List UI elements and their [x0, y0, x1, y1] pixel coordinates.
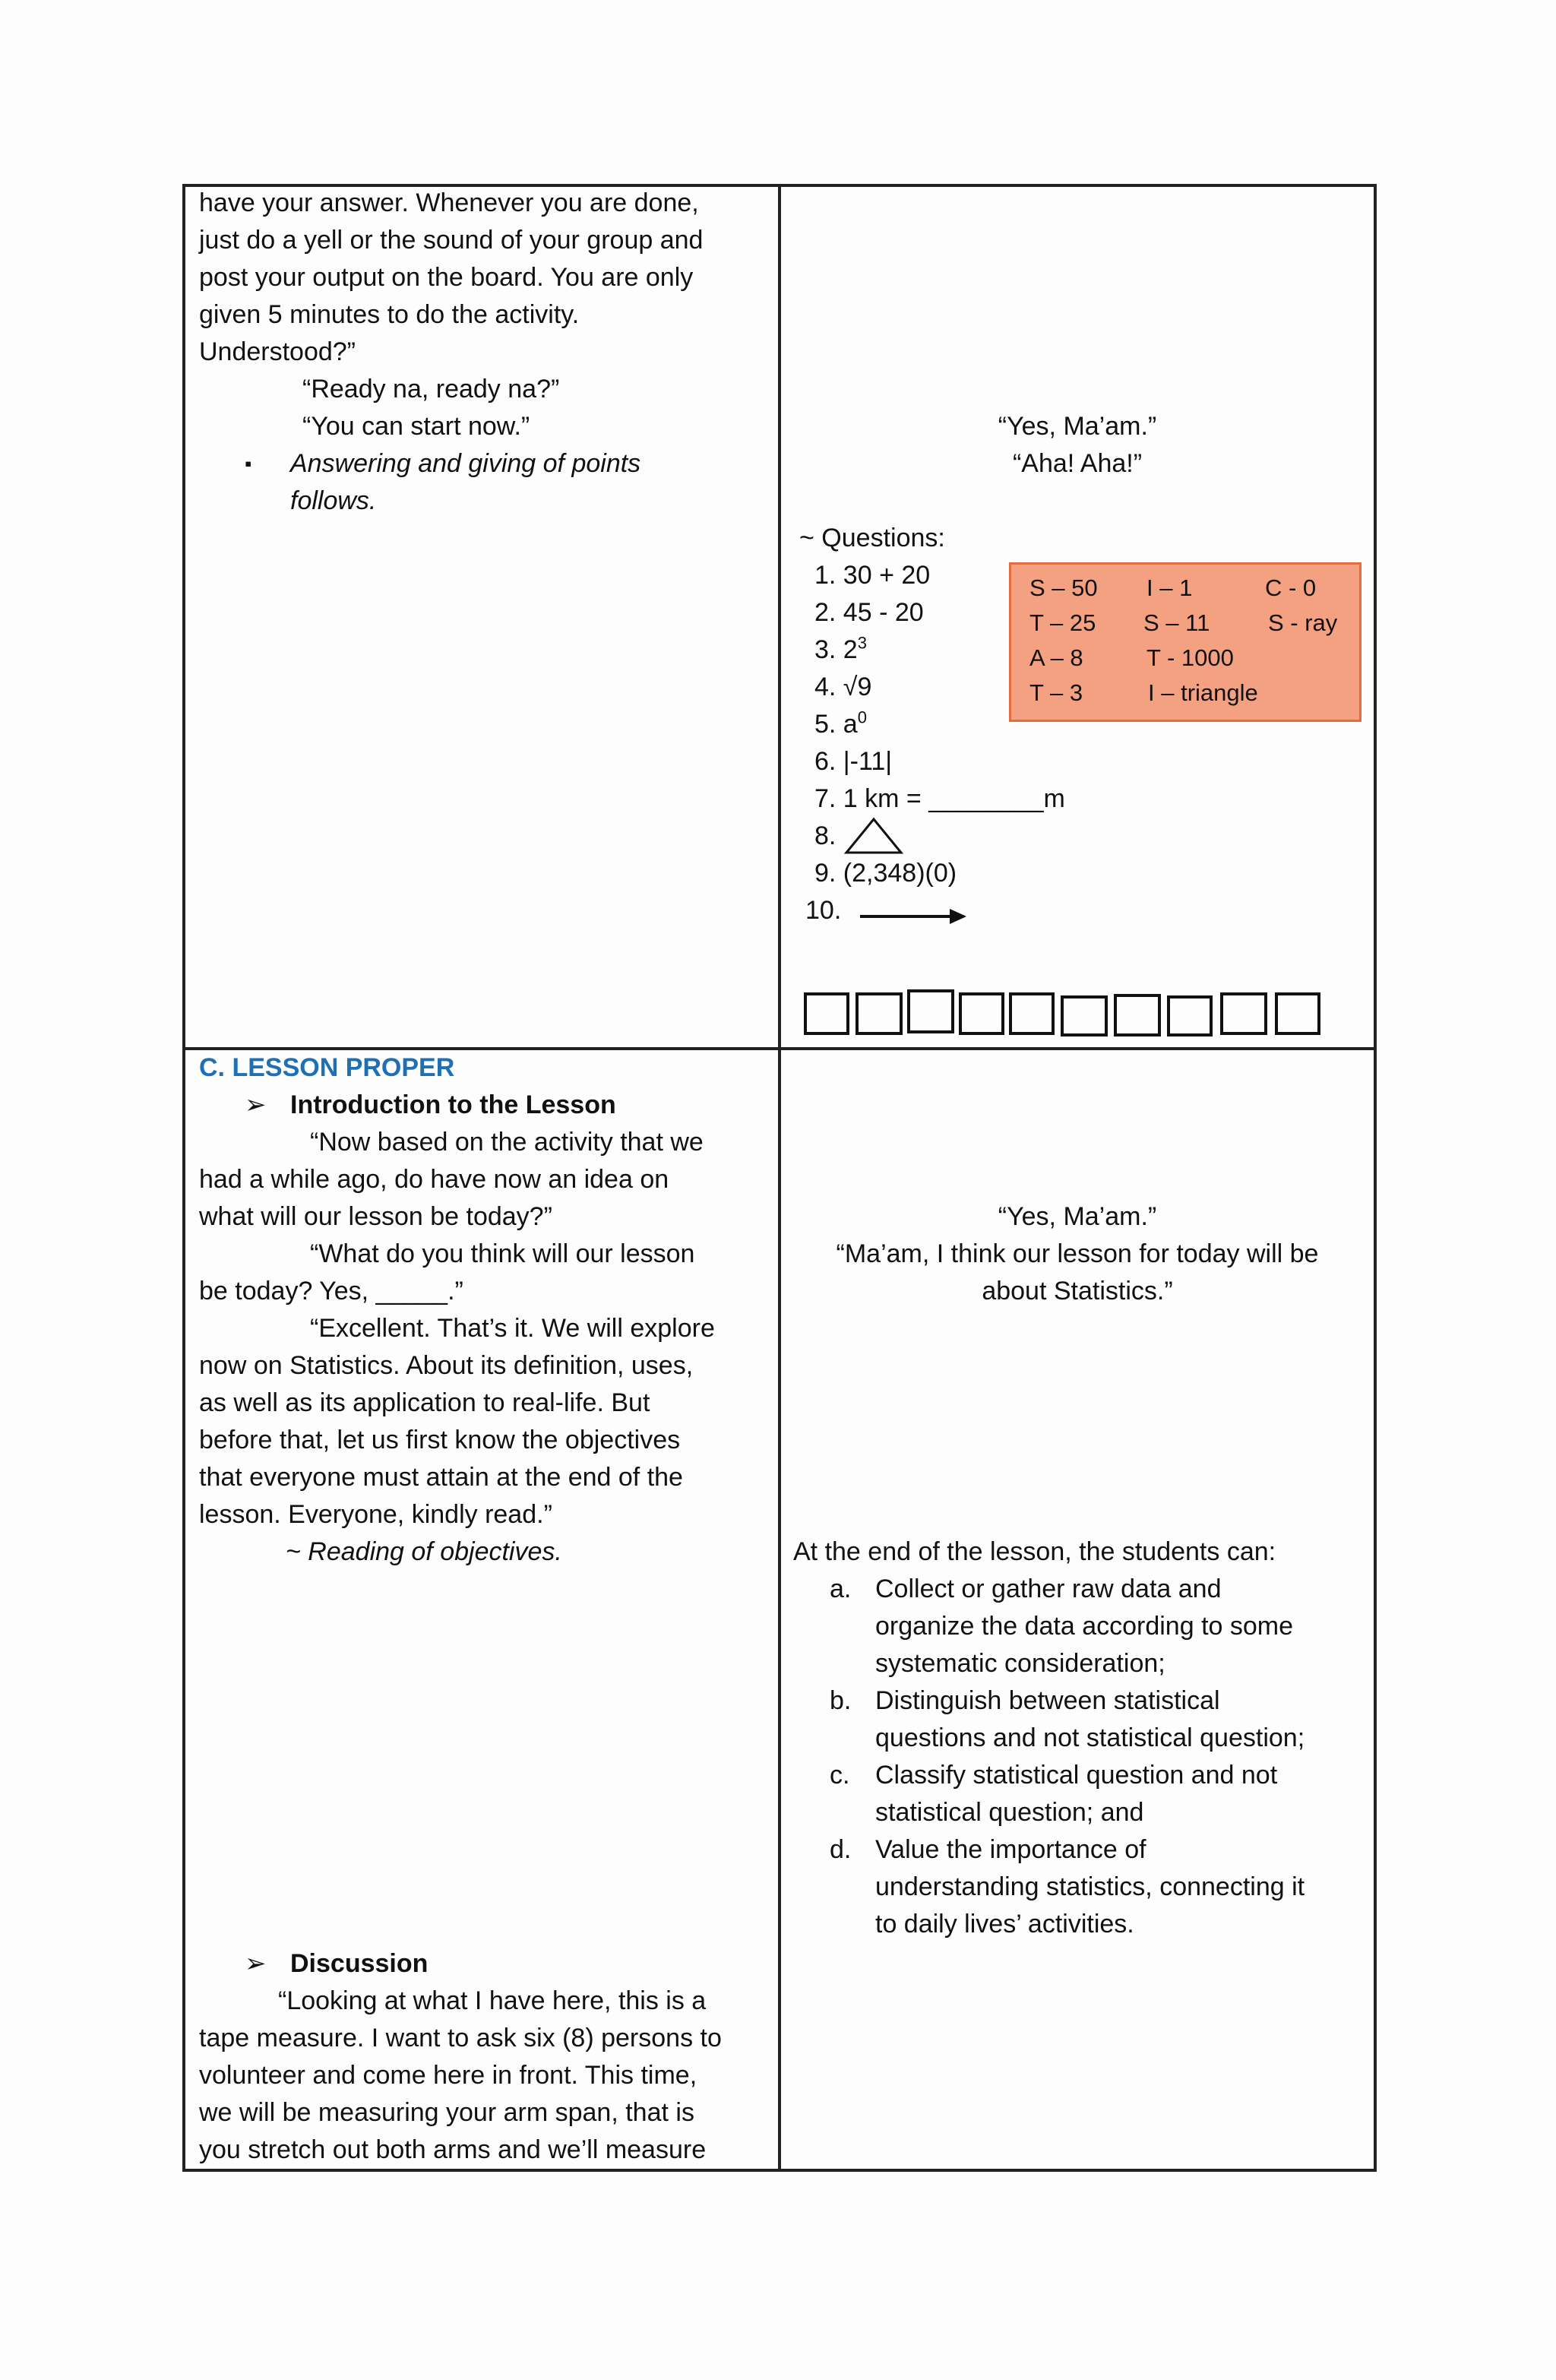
question-item: 10. [805, 896, 842, 925]
question-item: 4. √9 [814, 673, 872, 701]
square-bullet-icon: ▪ [245, 452, 252, 475]
question-item: 2. 45 - 20 [814, 598, 924, 627]
discussion-line: we will be measuring your arm span, that is [199, 2098, 694, 2127]
table-right-border [1374, 184, 1377, 2172]
question-item: 5. $a^0$ [814, 707, 867, 739]
answer-key-entry: T - 1000 [1146, 644, 1234, 671]
instruction-line: have your answer. Whenever you are done, [199, 188, 699, 217]
arrow-bullet-icon: ➢ [245, 1949, 267, 1978]
answer-key-entry: C - 0 [1265, 574, 1317, 601]
intro-line: “What do you think will our lesson [310, 1239, 695, 1268]
triangle-icon [843, 816, 904, 856]
intro-line: had a while ago, do have now an idea on [199, 1165, 669, 1194]
answer-square [1061, 995, 1108, 1037]
student-response: “Ma’am, I think our lesson for today will be [836, 1239, 1319, 1268]
instruction-line: post your output on the board. You are only [199, 263, 694, 292]
question-item: 6. |-11| [814, 747, 893, 776]
answer-key-entry: S – 11 [1143, 609, 1210, 636]
objective-line: to daily lives’ activities. [875, 1910, 1134, 1938]
intro-line: that everyone must attain at the end of the [199, 1463, 683, 1492]
intro-line: be today? Yes, _____.” [199, 1277, 463, 1306]
objectives-intro: At the end of the lesson, the students can: [793, 1537, 1276, 1566]
question-item: 8. [814, 821, 837, 850]
answer-key-entry: S – 50 [1029, 574, 1098, 601]
objective-line: Collect or gather raw data and [875, 1575, 1222, 1603]
answering-note: follows. [290, 486, 377, 515]
objective-line: systematic consideration; [875, 1649, 1165, 1678]
answer-square [1009, 992, 1055, 1035]
arrow-bullet-icon: ➢ [245, 1090, 267, 1119]
answer-square [1220, 992, 1267, 1035]
student-response: “Aha! Aha!” [1012, 449, 1143, 478]
answer-key-entry: A – 8 [1029, 644, 1083, 671]
answer-key-entry: I – triangle [1148, 679, 1258, 706]
discussion-line: “Looking at what I have here, this is a [278, 1986, 707, 2015]
answering-note: Answering and giving of points [290, 449, 641, 478]
answer-square [959, 992, 1004, 1035]
section-title: C. LESSON PROPER [199, 1053, 455, 1082]
discussion-line: volunteer and come here in front. This time, [199, 2061, 697, 2090]
answer-key-entry: I – 1 [1146, 574, 1193, 601]
discussion-line: you stretch out both arms and we’ll measure [199, 2135, 707, 2164]
ready-quote: “Ready na, ready na?” [302, 375, 560, 404]
intro-line: before that, let us first know the objectives [199, 1426, 681, 1454]
objective-letter: c. [830, 1761, 850, 1790]
answer-key-entry: T – 3 [1029, 679, 1083, 706]
objective-line: questions and not statistical question; [875, 1723, 1305, 1752]
objective-line: statistical question; and [875, 1798, 1144, 1827]
question-item: 9. (2,348)(0) [814, 859, 957, 888]
answer-square [855, 992, 903, 1035]
discussion-heading: Discussion [290, 1949, 429, 1978]
objective-line: Classify statistical question and not [875, 1761, 1278, 1790]
answer-key-entry: T – 25 [1029, 609, 1096, 636]
student-response: “Yes, Ma’am.” [998, 412, 1157, 441]
objective-line: Value the importance of [875, 1835, 1146, 1864]
question-item: 1. 30 + 20 [814, 561, 931, 590]
answer-square [804, 992, 849, 1035]
objective-line: Distinguish between statistical [875, 1686, 1220, 1715]
objective-letter: b. [830, 1686, 852, 1715]
intro-line: what will our lesson be today?” [199, 1202, 552, 1231]
objective-line: organize the data according to some [875, 1612, 1294, 1641]
answer-square [1114, 994, 1161, 1037]
instruction-line: given 5 minutes to do the activity. [199, 300, 580, 329]
answer-square [1167, 995, 1213, 1037]
intro-line: “Now based on the activity that we [310, 1128, 704, 1157]
student-response: about Statistics.” [982, 1277, 1173, 1306]
objective-letter: d. [830, 1835, 852, 1864]
answer-key-entry: S - ray [1268, 609, 1338, 636]
answer-square [1275, 992, 1320, 1035]
intro-line: “Excellent. That’s it. We will explore [310, 1314, 715, 1343]
question-item: 3. $2^3$ [814, 633, 867, 664]
intro-line: now on Statistics. About its definition, uses, [199, 1351, 694, 1380]
instruction-line: Understood?” [199, 337, 356, 366]
discussion-line: tape measure. I want to ask six (8) persons to [199, 2024, 722, 2052]
answer-key-box [1009, 562, 1362, 722]
ray-arrow-icon [859, 904, 968, 929]
objective-letter: a. [830, 1575, 852, 1603]
student-response: “Yes, Ma’am.” [998, 1202, 1157, 1231]
intro-line: lesson. Everyone, kindly read.” [199, 1500, 552, 1529]
questions-label: ~ Questions: [799, 524, 945, 552]
reading-note: ~ Reading of objectives. [286, 1537, 562, 1566]
objective-line: understanding statistics, connecting it [875, 1872, 1305, 1901]
intro-heading: Introduction to the Lesson [290, 1090, 616, 1119]
instruction-line: just do a yell or the sound of your group and [199, 226, 704, 255]
table-left-border [182, 184, 185, 2172]
intro-line: as well as its application to real-life. But [199, 1388, 650, 1417]
answer-square [907, 989, 954, 1033]
question-item: 7. 1 km = ________m [814, 784, 1065, 813]
start-quote: “You can start now.” [302, 412, 530, 441]
